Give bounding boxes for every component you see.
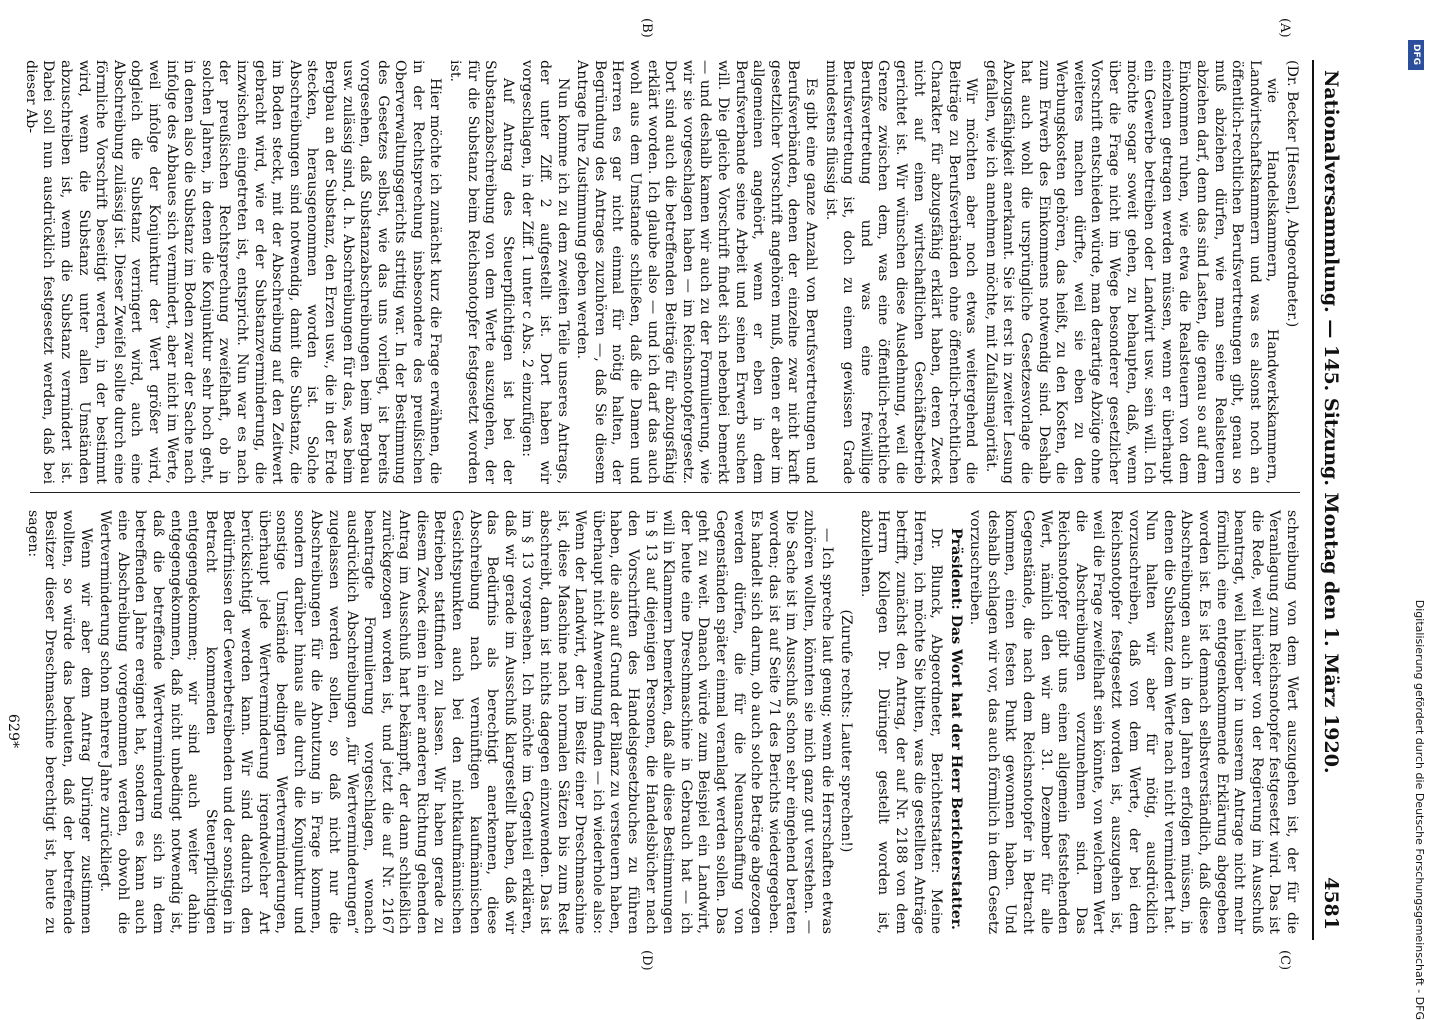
margin-marker-c: (C): [1277, 950, 1292, 971]
paragraph: wie Handelskammern, Handwerkskammern, Landwirtschaftskammern und was es alsonst noch an öffentlich-rechtlichen Berufsvertretungen gibt, genau so muß abziehen dürfen, wie man seine Realsteuern abziehen darf, denn das sind Lasten, die genau so auf dem Einkommen ruhen, wie etwa die Realsteuern von dem einzelnen getragen werden müssen, wenn er überhaupt ein Gewerbe betreiben oder Landwirt usw. sein will. Ich möchte sogar soweit gehen, zu behaupten, daß, wenn über die Frage nicht im Wege besonderer gesetzlicher Vorschrift entschieden würde, man derartige Abzüge ohne weiteres machen dürfte, weil sie eben zu den Werbungskosten gehören, das heißt, zu den Kosten, die zum Erwerb des Einkommens notwendig sind. Deshalb hat auch wohl die ursprüngliche Gesetzesvorlage die Abzugsfähigkeit anerkannt. Sie ist erst in zweiter Lesung gefallen, wie ich annehmen möchte, mit Zufallsmajorität.: [982, 60, 1281, 484]
column-divider: [30, 492, 1300, 493]
page-number: 4581: [1320, 877, 1342, 930]
interjection: (Zurufe rechts: Lauter sprechen!): [838, 609, 855, 853]
dfg-logo: DFG: [1408, 40, 1424, 70]
paragraph: Wir möchten aber noch etwas weitergehend die Beiträge zu Berufsverbänden ohne öffentlich-rechtlichen Charakter für abzugsfähig erklärt haben, deren Zweck nicht auf einen wirtschaftlichen Geschäftsbetrieb gerichtet ist. Wir wünschen diese Ausdehnung, weil die Grenze zwischen dem, was eine öffentlich-rechtliche Berufsvertretung und was eine freiwillige Berufsvertretung ist, doch zu einem gewissen Grade mindestens flüssig ist.: [822, 60, 980, 484]
page-header: [1312, 60, 1348, 940]
president-statement: Präsident: Das Wort hat der Herr Berichterstatter.: [947, 528, 964, 930]
margin-marker-b: (B): [639, 18, 654, 38]
quoted-amendment: Auf Antrag des Steuerpflichtigen ist bei der Substanzabschreibung von dem Werte auszugehen, der für die Substanz beim Reichsnotopfer festgesetzt worden ist.: [447, 60, 516, 484]
left-column: [22, 60, 1300, 484]
digitization-note: Digitalisierung gefördert durch die Deutsche Forschungsgemeinschaft - DFG: [1413, 599, 1426, 1020]
running-head: Nationalversammlung. — 145. Sitzung. Montag den 1. März 1920.: [1320, 70, 1342, 774]
speaker-note: (Dr. Becker [Hessen], Abgeordneter.): [1284, 60, 1300, 328]
paragraph: Hier möchte ich zunächst kurz die Frage erwähnen, die in der Rechtsprechung insbesondere des preußischen Oberverwaltungsgerichts strittig war. In der Bestimmung des Gesetzes selbst, wie das uns vorliegt, ist bereits vorgesehen, daß Substanzabschreibungen beim Bergbau usw. zulässig sind, d. h. Abschreibungen für das, was beim Bergbau an der Substanz, den Erzen usw., die in der Erde stecken, herausgenommen worden ist. Solche Abschreibungen sind notwendig, damit die Substanz, die im Boden steckt, mit der Abschreibung auf den Zeitwert gebracht wird, wie er der Substanzverminderung, die inzwischen eingetreten ist, entspricht. Nun war es nach der preußischen Rechtsprechung zweifelhaft, ob in solchen Jahren, in denen die Konjunktur sehr hoch geht, in denen also die Substanz im Boden zwar der Sache nach infolge des Abbaues sich vermindert, aber nicht im Werte, weil infolge der Konjunktur der Wert größer wird, obgleich die Substanz verringert wird, auch eine Abschreibung zulässig ist. Dieser Zweifel sollte durch eine förmliche Vorschrift beseitigt werden, in der bestimmt wird, wenn die Substanz unter allen Umständen abzuschreiben ist, wenn die Substanz vermindert ist. Dabei soll nun ausdrücklich festgesetzt werden, daß bei dieser Ab-: [22, 60, 444, 484]
paragraph: Wenn wir aber dem Antrag Düringer zustimmen wollten, so würde das bedeuten, daß der betreffende Besitzer dieser Dreschmaschine berechtigt ist, heute zu sagen:: [24, 510, 94, 934]
margin-marker-d: (D): [639, 950, 654, 971]
paragraph: — Ich spreche laut genug; wenn die Herrschaften etwas zuhören wollten, könnten sie mich ganz gut verstehen. — Die Sache ist im Ausschuß schon sehr eingehend beraten worden; das ist auf Seite 71 des Berichts wiedergegeben. Es handelt sich darum, ob auch solche Beträge abgezogen werden dürfen, die für die Neuanschaffung von Gegenständen später einmal veranlagt werden sollen. Das geht zu weit. Danach würde zum Beispiel ein Landwirt, der heute eine Dreschmaschine in Gebrauch hat — ich will in Klammern bemerken, daß alle diese Bestimmungen in § 13 auf diejenigen Personen, die Handelsbücher nach den Vorschriften des Handelsgesetzbuches zu führen haben, die also auf Grund der Bilanz zu versteuern haben, überhaupt nicht Anwendung finden — ich wiederhole also: Wenn der Landwirt, der im Besitz einer Dreschmaschine ist, diese Maschine nach normalen Sätzen bis zum Rest abschreibt, dann ist nichts dagegen einzuwenden. Das ist im § 13 vorgesehen. Ich möchte im Gegenteil erklären, daß wir gerade im Ausschuß klargestellt haben, daß wir das Bedürfnis als berechtigt anerkennen, diese Abschreibung nach vernünftigen kaufmännischen Gesichtspunkten auch bei den nichtkaufmännischen Betrieben stattfinden zu lassen. Wir haben gerade zu diesem Zweck einen in einer anderen Richtung gehenden Antrag im Ausschuß hart bekämpft, der dann schließlich zurückgezogen worden ist, und jetzt die auf Nr. 2167 beantragte Formulierung vorgeschlagen, wonach ausdrücklich Abschreibungen „für Wertverminderungen“ zugelassen werden sollen, so daß nicht nur die Abschreibungen für die Abnutzung in Frage kommen, sondern darüber hinaus alle durch die Konjunktur und sonstige Umstände bedingten Wertverminderungen, überhaupt jede Wertverminderung irgendwelcher Art berücksichtigt werden kann. Wir sind dadurch den Bedürfnissen der Gewerbetreibenden und der sonstigen in Betracht kommenden Steuerpflichtigen entgegengekommen; wir sind auch weiter dahin entgegengekommen, daß nicht unbedingt notwendig ist, daß die betreffende Wertverminderung sich in dem betreffenden Jahre ereignet hat, sondern es kann auch eine Abschreibung vorgenommen werden, obwohl die Wertverminderung schon mehrere Jahre zurückliegt.: [97, 510, 835, 934]
digitization-credit: [1402, 40, 1432, 1020]
paragraph: Nun komme ich zu dem zweiten Teile unseres Antrags, der unter Ziff. 2 aufgestellt ist. Dort haben wir vorgeschlagen, in der Ziff. 1 unter c Abs. 2 einzufügen:: [519, 60, 571, 484]
sheet-signature: 629*: [5, 713, 22, 749]
right-column: [5, 510, 1300, 934]
speaker-statement: Dr. Blunck, Abgeordneter, Berichterstatter: Meine Herren, ich möchte Sie bitten, was die gestellten Anträge betrifft, zunächst den Antrag, der auf Nr. 2188 von dem Herrn Kollegen Dr. Düringer gestellt worden ist, abzulehnen.: [857, 510, 945, 934]
paragraph: schreibung von dem Wert auszugehen ist, der für die Veranlagung zum Reichsnotopfer festgesetzt wird. Das ist die Rede, weil hierüber von der Regierung im Ausschuß beantragt, weil hierüber in unserem Antrage nicht mehr förmlich eine entgegenkommende Erklärung abgegeben worden ist. Es ist demnach selbstverständlich, daß diese Abschreibungen auch in den Jahren erfolgen müssen, in denen die Substanz dem Werte nach nicht vermindert hat. Nun halten wir aber für nötig, ausdrücklich vorzuschreiben, daß von dem Werte, der bei dem Reichsnotopfer festgesetzt worden ist, auszugehen ist, weil die Frage zweifelhaft sein könnte, von welchem Wert die Abschreibungen vorzunehmen sind. Das Reichsnotopfer gibt uns einen allgemein feststehenden Wert, nämlich den wir am 31. Dezember für alle Gegenstände, die nach dem Reichsnotopfer in Betracht kommen, einen festen Punkt gewonnen haben. Und deshalb schlagen wir vor, das auch förmlich in dem Gesetz vorzuschreiben.: [967, 510, 1300, 934]
margin-marker-a: (A): [1277, 18, 1292, 38]
paragraph: Es gibt eine ganze Anzahl von Berufsvertretungen und Berufsverbänden, denen der einzelne zwar nicht kraft gesetzlicher Vorschrift angehören muß, denen er aber im allgemeinen angehört, wenn er eben in dem Berufsverbande seine Arbeit und seinen Erwerb suchen will. Die gleiche Vorschrift findet sich nebenbei bemerkt — und deshalb kamen wir auch zu der Formulierung, wie wir sie vorgeschlagen haben — im Reichsnotopfergesetz. Dort sind auch die betreffenden Beiträge für abzugsfähig erklärt worden. Ich glaube also — und ich darf das auch wohl aus dem Umstande schließen, daß die Damen und Herren es gar nicht einmal für nötig halten, der Begründung des Antrages zuzuhören —, daß Sie diesem Antrage Ihre Zustimmung geben werden.: [574, 60, 819, 484]
